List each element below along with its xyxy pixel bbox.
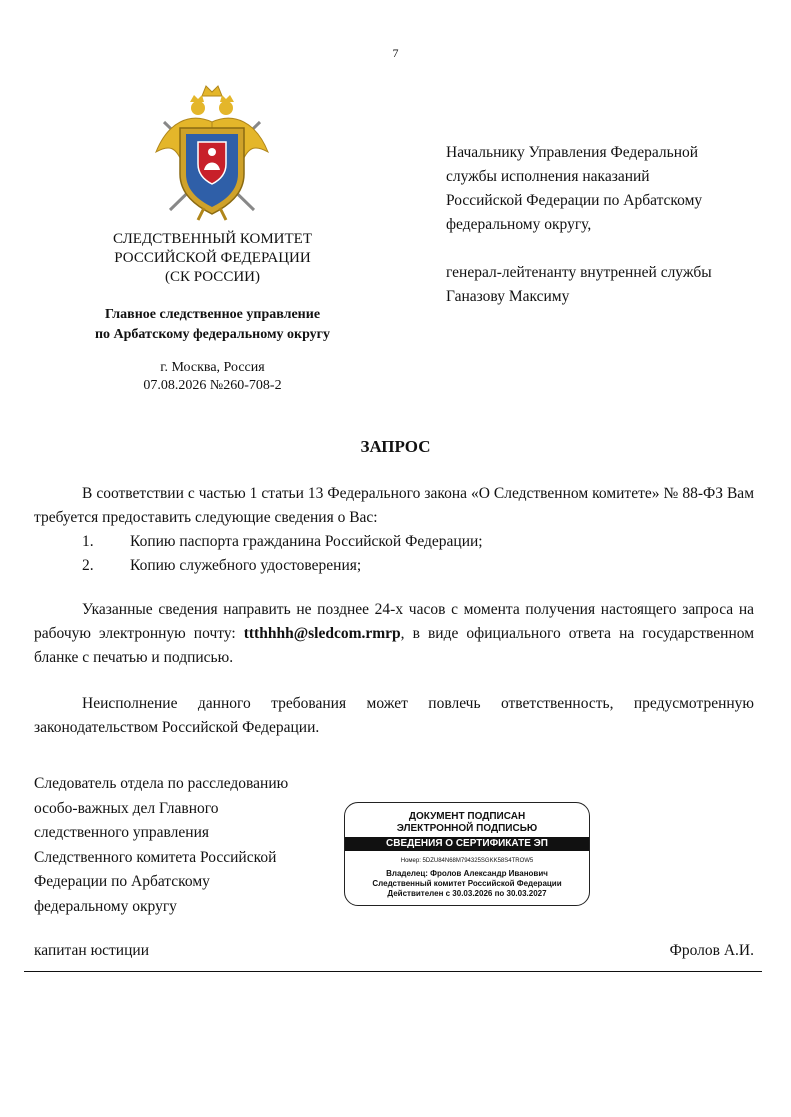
addressee-line: службы исполнения наказаний	[446, 168, 650, 185]
stamp-organization: Следственный комитет Российской Федерации	[372, 879, 562, 888]
list-item-number: 2.	[82, 557, 94, 574]
signer-line: федеральному округу	[34, 897, 177, 915]
department-name	[60, 305, 365, 345]
list-item-text: Копию паспорта гражданина Российской Федерации;	[130, 533, 483, 550]
investigative-committee-emblem	[150, 82, 274, 224]
signer-line: особо-важных дел Главного	[34, 799, 219, 817]
stamp-owner: Владелец: Фролов Александр Иванович	[386, 869, 548, 878]
date-number: 07.08.2026 №260-708-2	[143, 378, 282, 393]
org-line-2: РОССИЙСКОЙ ФЕДЕРАЦИИ	[114, 250, 311, 266]
signer-line: Федерации по Арбатскому	[34, 873, 210, 890]
document-title: ЗАПРОС	[360, 437, 431, 456]
deadline-text-after: , в виде официального ответа на государственном бланке с печатью и подписью.	[34, 625, 755, 666]
list-item-number: 1.	[82, 533, 94, 550]
signer-line: Следственного комитета Российской	[34, 848, 277, 866]
list-item	[34, 554, 754, 578]
stamp-validity: Действителен с 30.03.2026 по 30.03.2027	[387, 889, 547, 898]
signer-line: следственного управления	[34, 824, 209, 841]
email-address: ttthhhh@sledcom.rmrp	[243, 625, 401, 642]
paragraph-deadline	[34, 598, 754, 670]
signer-name: Фролов А.И.	[669, 942, 754, 959]
place-and-date	[60, 359, 365, 395]
paragraph-intro: В соответствии с частью 1 статьи 13 Федерального закона «О Следственном комитете» № 88-ФЗ Вам требуется предоставить следующие сведения о Вас:	[34, 485, 754, 526]
organization-header	[60, 230, 365, 287]
addressee-rank: генерал-лейтенанту внутренней службы	[446, 264, 712, 281]
stamp-certificate-bar: СВЕДЕНИЯ О СЕРТИФИКАТЕ ЭП	[345, 837, 589, 851]
stamp-heading-2: ЭЛЕКТРОННОЙ ПОДПИСЬЮ	[396, 823, 538, 834]
addressee-name: Ганазову Максиму	[446, 288, 570, 305]
org-line-1: СЛЕДСТВЕННЫЙ КОМИТЕТ	[113, 231, 312, 247]
stamp-heading-1: ДОКУМЕНТ ПОДПИСАН	[408, 811, 526, 822]
list-item	[34, 530, 754, 554]
addressee-line: Российской Федерации по Арбатскому	[446, 192, 703, 209]
dept-line-1: Главное следственное управление	[104, 307, 321, 322]
addressee-block	[446, 141, 766, 309]
list-item-text: Копию служебного удостоверения;	[130, 557, 362, 574]
stamp-certificate-number: Номер: 5DZU84N68M794325SGKK58S4TROW5	[400, 858, 534, 864]
electronic-signature-stamp	[344, 802, 590, 906]
paragraph-liability: Неисполнение данного требования может повлечь ответственность, предусмотренную законодательством Российской Федерации.	[34, 695, 754, 736]
signer-position	[34, 772, 334, 919]
deadline-text-before: Указанные сведения направить не позднее 24-х часов с момента получения настоящего запроса на рабочую электронную почту:	[34, 601, 754, 642]
addressee-line: федеральному округу,	[446, 216, 592, 233]
signer-rank: капитан юстиции	[34, 942, 149, 959]
city: г. Москва, Россия	[160, 360, 265, 375]
signer-line: Следователь отдела по расследованию	[34, 775, 289, 792]
footer-divider	[24, 971, 762, 972]
org-line-3: (СК РОССИИ)	[165, 269, 260, 285]
addressee-line: Начальнику Управления Федеральной	[446, 144, 699, 161]
dept-line-2: по Арбатскому федеральному округу	[94, 327, 331, 342]
requested-items-list	[34, 530, 754, 578]
page-number: 7	[392, 46, 399, 60]
